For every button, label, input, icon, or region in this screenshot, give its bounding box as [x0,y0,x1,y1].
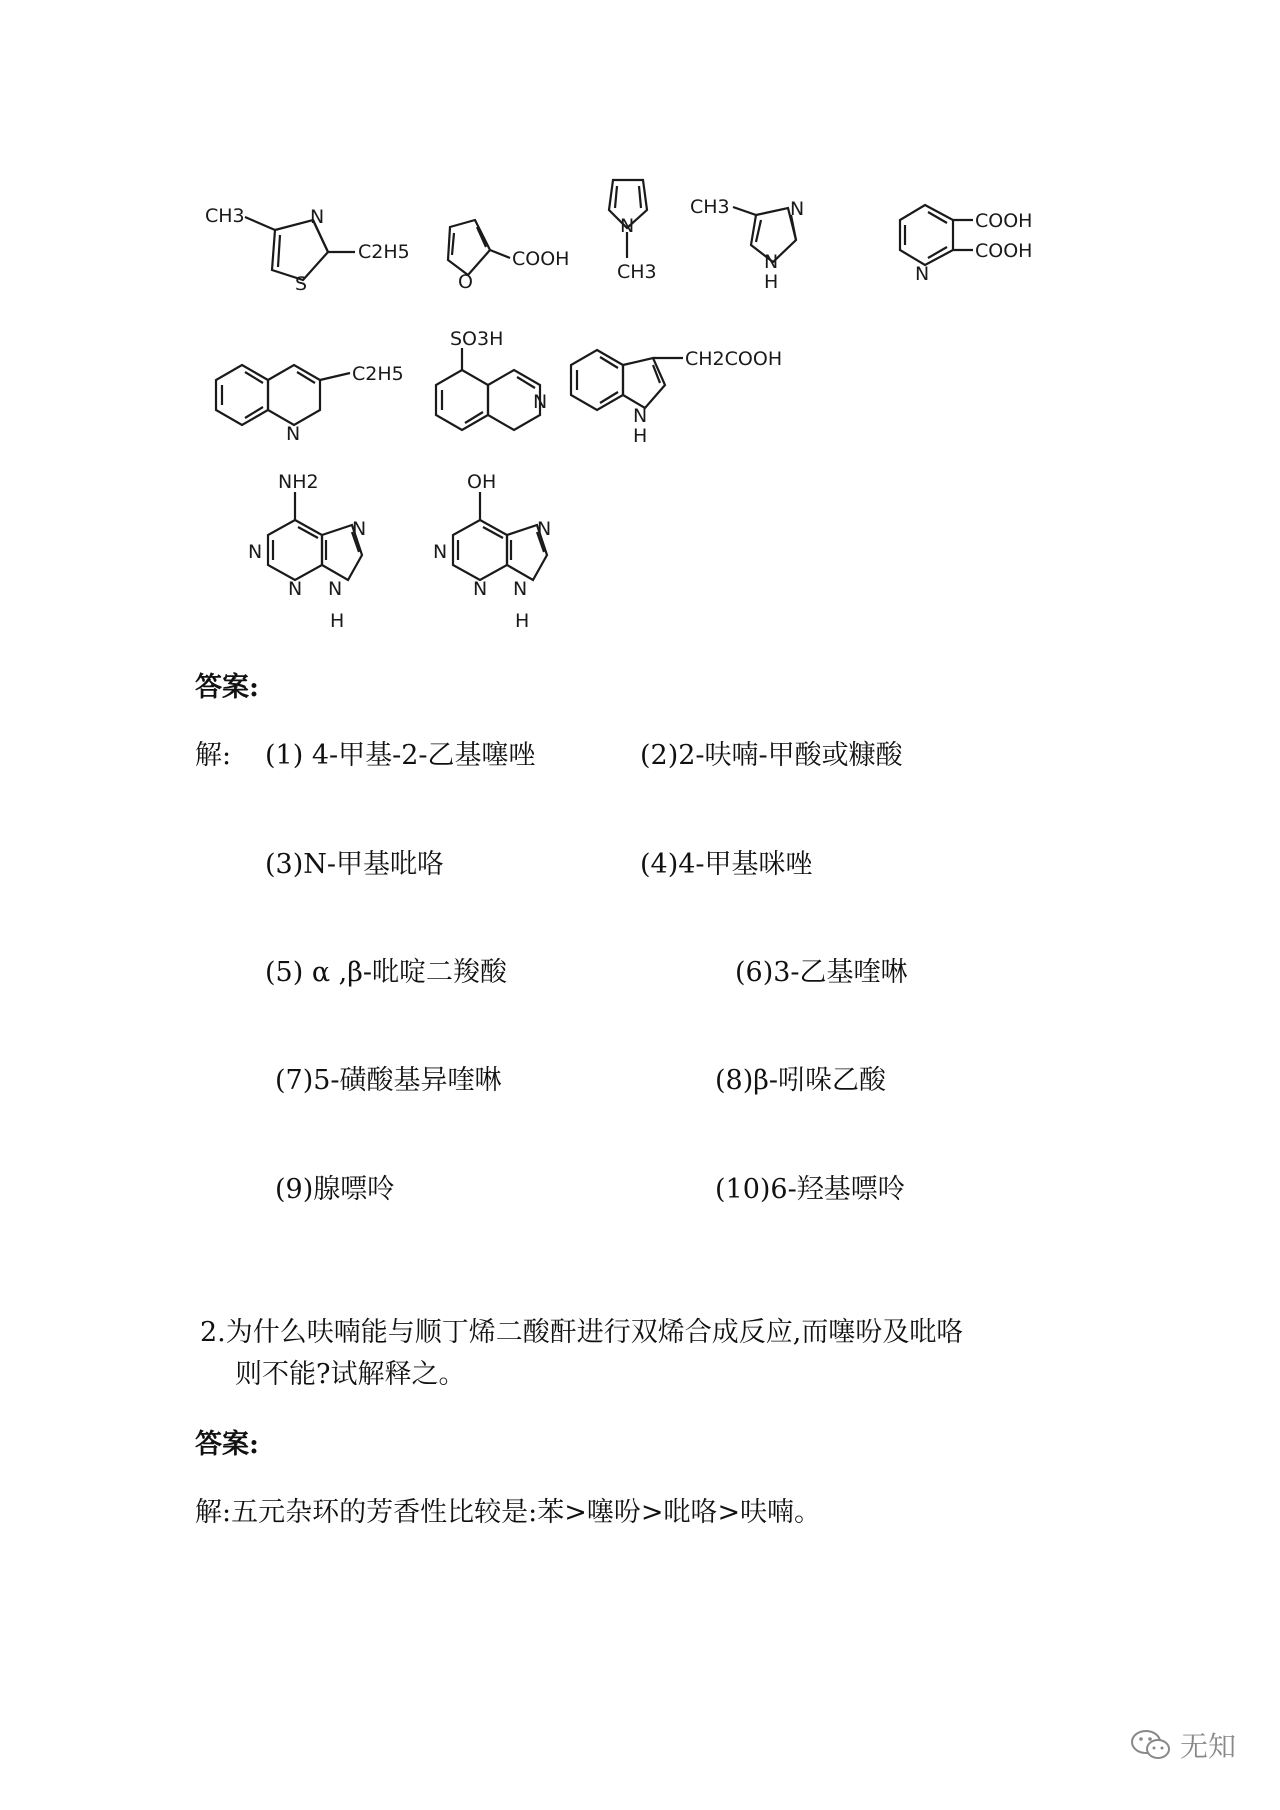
s4-n: N [790,198,805,220]
s5-sub1: COOH [975,210,1033,232]
answer-4: (4)4-甲基咪唑 [640,849,813,880]
s1-s: S [295,273,308,295]
s10-sub: OH [467,471,497,493]
structure-n-methylpyrrole [595,170,695,290]
answer2-text: 解:五元杂环的芳香性比较是:苯>噻吩>吡咯>呋喃。 [195,1497,822,1528]
answer-1: (1) 4-甲基-2-乙基噻唑 [265,740,536,771]
s10-n3: N [473,578,488,600]
s10-n9: N [513,578,528,600]
watermark [1130,1725,1236,1765]
question2-line1: 2.为什么呋喃能与顺丁烯二酸酐进行双烯合成反应,而噻吩及吡咯 [200,1317,964,1348]
s7-sub: SO3H [450,328,504,350]
s1-sub2: C2H5 [358,241,410,263]
s7-n: N [533,391,548,413]
answer-7: (7)5-磺酸基异喹啉 [275,1065,502,1096]
s1-sub1: CH3 [205,205,245,227]
s6-sub: C2H5 [352,363,404,385]
s8-h: H [633,425,648,447]
answer-9: (9)腺嘌呤 [275,1174,395,1205]
s3-sub: CH3 [617,261,657,283]
watermark-text: 无知 [1180,1730,1237,1763]
s2-o: O [458,271,473,293]
answer-8: (8)β-吲哚乙酸 [715,1065,886,1096]
s10-n7: N [537,518,552,540]
s10-h: H [515,610,530,632]
s9-n3: N [288,578,303,600]
answer-10: (10)6-羟基嘌呤 [715,1174,905,1205]
s8-n: N [633,405,648,427]
s8-sub: CH2COOH [685,348,783,370]
s3-n: N [620,215,635,237]
answer-heading: 答案: [195,672,259,703]
s4-nh: N [764,251,779,273]
answer-5: (5) α ,β-吡啶二羧酸 [265,957,507,988]
s9-sub: NH2 [278,471,319,493]
s1-n: N [310,206,325,228]
question2-line2: 则不能?试解释之。 [235,1359,466,1390]
s4-h: H [764,271,779,293]
structure-adenine [240,470,380,640]
s6-n: N [286,423,301,445]
answer-prefix: 解: [195,740,232,771]
s10-n1: N [433,541,448,563]
answer2-heading: 答案: [195,1429,259,1460]
structure-indoleacetic-acid [565,340,815,450]
s9-h: H [330,610,345,632]
structure-3-ethylquinoline [210,355,440,455]
structure-5-sulfoisoquinoline [430,330,560,450]
s9-n9: N [328,578,343,600]
s9-n7: N [352,518,367,540]
s4-sub: CH3 [690,196,730,218]
s9-n1: N [248,541,263,563]
structure-4-methylimidazole [688,190,838,293]
s2-sub: COOH [512,248,570,270]
answer-2: (2)2-呋喃-甲酸或糠酸 [640,740,903,771]
s5-n: N [915,263,930,285]
structure-pyridinedicarboxylic-acid [895,195,1075,295]
answer-3: (3)N-甲基吡咯 [265,849,444,880]
wechat-icon [1130,1728,1172,1762]
structure-2-furoic-acid [430,205,590,295]
answer-6: (6)3-乙基喹啉 [735,957,908,988]
s5-sub2: COOH [975,240,1033,262]
structure-hypoxanthine [425,470,565,640]
structure-4-methyl-2-ethylthiazole [200,195,420,295]
